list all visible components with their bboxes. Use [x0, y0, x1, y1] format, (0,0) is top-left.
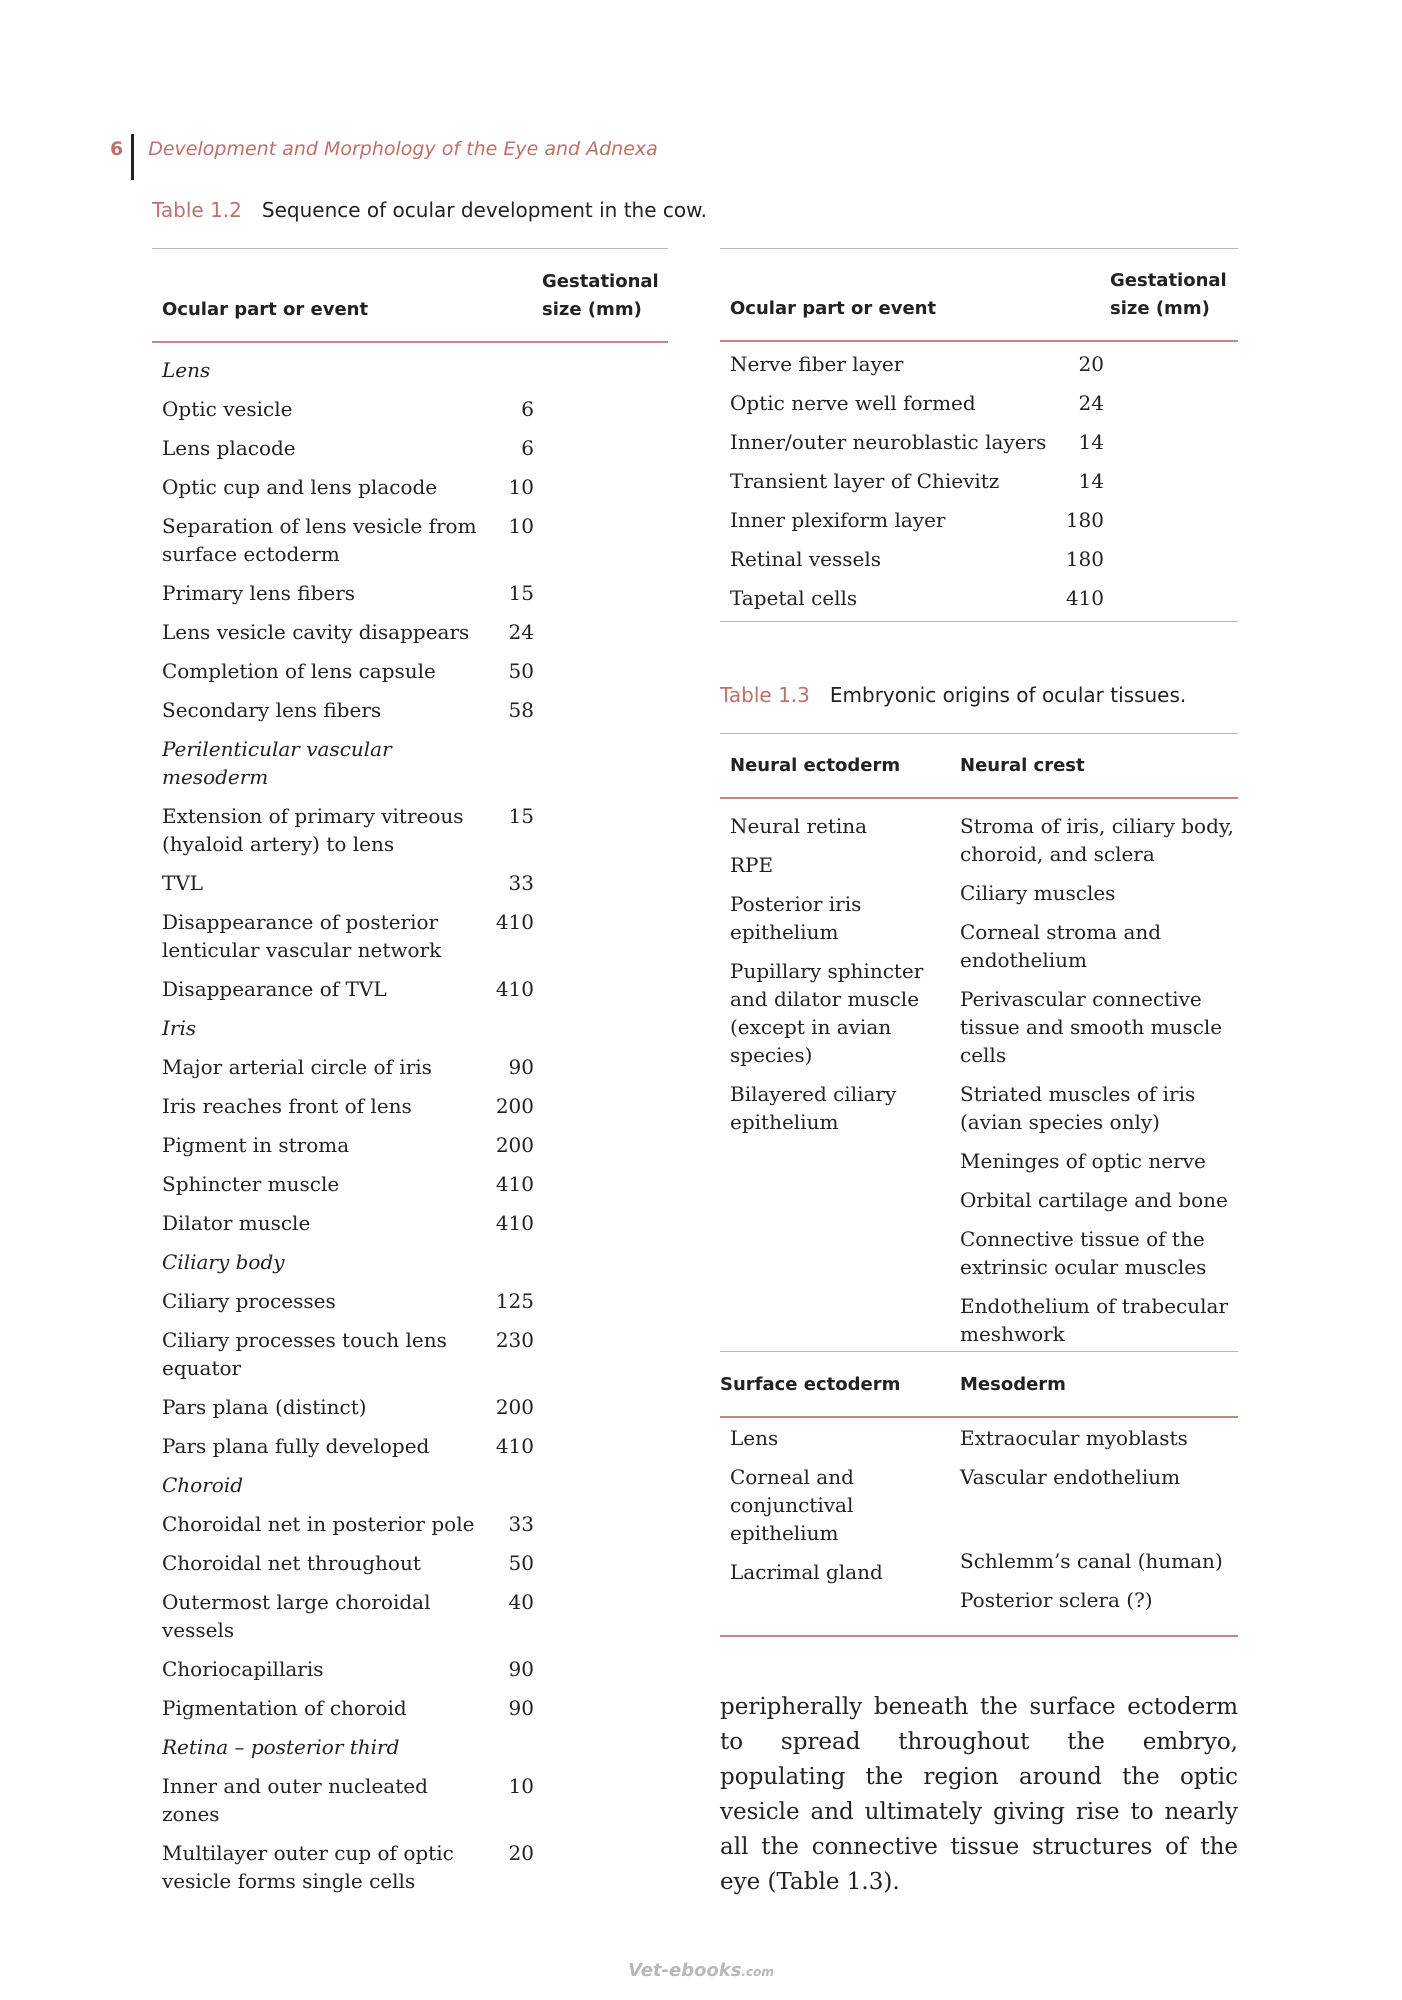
- size-cell: 410: [495, 1211, 534, 1235]
- table-row: [162, 802, 582, 858]
- size-cell: 20: [508, 1841, 534, 1865]
- size-cell: [480, 1014, 534, 1042]
- event-cell: Disappearance of TVL: [162, 977, 387, 1001]
- event-cell: Outermost large choroidal vessels: [162, 1590, 431, 1642]
- event-cell: Ciliary body: [162, 1250, 285, 1274]
- size-cell: 50: [508, 659, 534, 683]
- header-divider: [131, 134, 134, 180]
- table-row: [162, 1326, 582, 1382]
- size-cell: 10: [508, 475, 534, 499]
- table-top-rule: [720, 733, 1238, 734]
- table-row: [162, 1510, 582, 1538]
- table-row: [162, 395, 582, 423]
- column-header-surface-ectoderm: Surface ectoderm: [720, 1374, 901, 1395]
- size-cell: 24: [1078, 391, 1104, 415]
- table-row: [162, 696, 582, 724]
- event-cell: TVL: [162, 871, 204, 895]
- table-header-rule: [720, 797, 1238, 799]
- size-cell: [480, 356, 534, 384]
- table-row: [162, 1432, 582, 1460]
- event-cell: Ciliary processes touch lens equator: [162, 1328, 447, 1380]
- table-row: [162, 473, 582, 501]
- table-row: [162, 869, 582, 897]
- tissue-item: Pupillary sphincter and dilator muscle (except in avian species): [730, 959, 924, 1067]
- event-cell: Primary lens fibers: [162, 581, 356, 605]
- table-1-2-caption: [152, 198, 707, 222]
- tissue-item: Endothelium of trabecular meshwork: [960, 1294, 1228, 1346]
- tissue-item: RPE: [730, 853, 774, 877]
- tissue-item: Connective tissue of the extrinsic ocular muscles: [960, 1227, 1207, 1279]
- size-cell: 15: [508, 581, 534, 605]
- tissue-item: Posterior iris epithelium: [730, 892, 862, 944]
- table-1-3-caption: [720, 683, 1186, 707]
- tissue-item: Perivascular connective tissue and smooth muscle cells: [960, 987, 1223, 1067]
- mesoderm-list: [960, 1424, 1238, 1625]
- table-row: [162, 1393, 582, 1421]
- tissue-item: Lens: [730, 1426, 779, 1450]
- caption-text: Sequence of ocular development in the cow.: [261, 198, 708, 222]
- size-cell: 230: [495, 1328, 534, 1352]
- tissue-item: Schlemm’s canal (human): [960, 1549, 1223, 1573]
- event-cell: Inner plexiform layer: [730, 508, 946, 532]
- table-row: [162, 1694, 582, 1722]
- table-row: [162, 512, 582, 568]
- event-cell: Dilator muscle: [162, 1211, 311, 1235]
- body-paragraph: peripherally beneath the surface ectoderm to spread throughout the embryo, populating the region around the optic vesicle and ultimately giving rise to nearly all the connective tissue structures of the eye (Table 1.3).: [720, 1694, 1238, 1895]
- table-bottom-rule-right: [720, 621, 1238, 622]
- tissue-item: Ciliary muscles: [960, 881, 1116, 905]
- tissue-item: Stroma of iris, ciliary body, choroid, and sclera: [960, 814, 1234, 866]
- table-row: [730, 389, 1148, 417]
- table-row: [730, 467, 1148, 495]
- tissue-item: Vascular endothelium: [960, 1465, 1181, 1489]
- event-cell: Nerve fiber layer: [730, 352, 904, 376]
- table-section-heading: [162, 1014, 582, 1042]
- watermark: [0, 1960, 1402, 1981]
- table-label: Table 1.2: [152, 198, 242, 222]
- table-row: [730, 584, 1148, 612]
- tissue-item: Corneal and conjunctival epithelium: [730, 1465, 854, 1545]
- size-cell: [480, 1471, 534, 1499]
- event-cell: Optic nerve well formed: [730, 391, 976, 415]
- event-cell: Transient layer of Chievitz: [730, 469, 1000, 493]
- tissue-item: Corneal stroma and endothelium: [960, 920, 1162, 972]
- event-cell: Lens placode: [162, 436, 296, 460]
- table-row: [162, 1287, 582, 1315]
- size-cell: 6: [521, 397, 534, 421]
- event-cell: Inner/outer neuroblastic layers: [730, 430, 1047, 454]
- tissue-item: Neural retina: [730, 814, 868, 838]
- size-cell: 10: [508, 514, 534, 538]
- table-label: Table 1.3: [720, 683, 810, 707]
- table-section-heading: [162, 1248, 582, 1276]
- size-cell: 58: [508, 698, 534, 722]
- table-row: [162, 1131, 582, 1159]
- table-section-heading: [162, 1733, 582, 1761]
- page-number: 6: [110, 138, 124, 160]
- size-cell: 125: [495, 1289, 534, 1313]
- event-cell: Major arterial circle of iris: [162, 1055, 432, 1079]
- size-cell: 33: [508, 871, 534, 895]
- size-cell: 20: [1078, 352, 1104, 376]
- table-row: [162, 434, 582, 462]
- column-header-size: Gestational size (mm): [542, 271, 659, 320]
- size-cell: [480, 735, 534, 791]
- table-section-heading: [162, 356, 582, 384]
- table-row: [162, 1588, 582, 1644]
- event-cell: Completion of lens capsule: [162, 659, 436, 683]
- table-top-rule: [152, 248, 668, 249]
- event-cell: Tapetal cells: [730, 586, 858, 610]
- watermark-main: Vet-ebooks: [628, 1960, 742, 1981]
- table-1-2-left-body: [162, 356, 582, 1906]
- table-row: [730, 545, 1148, 573]
- event-cell: Retinal vessels: [730, 547, 882, 571]
- size-cell: 410: [495, 1172, 534, 1196]
- event-cell: Retina – posterior third: [162, 1735, 400, 1759]
- event-cell: Perilenticular vascular mesoderm: [162, 737, 392, 789]
- event-cell: Choroidal net in posterior pole: [162, 1512, 475, 1536]
- size-cell: 410: [495, 1434, 534, 1458]
- event-cell: Sphincter muscle: [162, 1172, 340, 1196]
- size-cell: 410: [1065, 586, 1104, 610]
- table-top-rule-right: [720, 248, 1238, 249]
- table-bottom-rule: [720, 1635, 1238, 1637]
- table-row: [730, 506, 1148, 534]
- event-cell: Choriocapillaris: [162, 1657, 324, 1681]
- tissue-item: Bilayered ciliary epithelium: [730, 1082, 897, 1134]
- table-row: [162, 1092, 582, 1120]
- table-row: [162, 1170, 582, 1198]
- column-header-event-right: Ocular part or event: [730, 298, 937, 319]
- column-header-neural-crest: Neural crest: [960, 755, 1085, 776]
- event-cell: Lens: [162, 358, 211, 382]
- tissue-item: Striated muscles of iris (avian species only): [960, 1082, 1196, 1134]
- table-row: [730, 350, 1148, 378]
- column-header-size-right: Gestational size (mm): [1110, 270, 1227, 319]
- size-cell: 90: [508, 1657, 534, 1681]
- size-cell: 180: [1065, 547, 1104, 571]
- size-cell: 14: [1078, 430, 1104, 454]
- table-row: [162, 1209, 582, 1237]
- event-cell: Optic cup and lens placode: [162, 475, 438, 499]
- neural-ectoderm-list: [730, 812, 930, 1147]
- event-cell: Multilayer outer cup of optic vesicle forms single cells: [162, 1841, 454, 1893]
- table-header-rule: [152, 341, 668, 343]
- column-header-neural-ectoderm: Neural ectoderm: [730, 755, 901, 776]
- tissue-item: Orbital cartilage and bone: [960, 1188, 1228, 1212]
- table-row: [162, 1839, 582, 1895]
- event-cell: Disappearance of posterior lenticular vascular network: [162, 910, 442, 962]
- table-row: [162, 908, 582, 964]
- neural-crest-list: [960, 812, 1238, 1359]
- event-cell: Extension of primary vitreous (hyaloid artery) to lens: [162, 804, 464, 856]
- event-cell: Iris: [162, 1016, 197, 1040]
- event-cell: Secondary lens fibers: [162, 698, 382, 722]
- size-cell: 180: [1065, 508, 1104, 532]
- size-cell: 200: [495, 1133, 534, 1157]
- event-cell: Ciliary processes: [162, 1289, 336, 1313]
- table-row: [162, 1053, 582, 1081]
- size-cell: 410: [495, 977, 534, 1001]
- table-1-2-right-body: [730, 350, 1148, 623]
- table-row: [162, 579, 582, 607]
- block-divider-rule: [720, 1351, 1238, 1352]
- table-row: [162, 1655, 582, 1683]
- running-title: Development and Morphology of the Eye and Adnexa: [148, 138, 658, 160]
- surface-ectoderm-list: [730, 1424, 930, 1597]
- event-cell: Pigment in stroma: [162, 1133, 350, 1157]
- column-header-mesoderm: Mesoderm: [960, 1374, 1066, 1395]
- table-row: [162, 618, 582, 646]
- watermark-suffix: .com: [741, 1965, 774, 1979]
- tissue-item: Meninges of optic nerve: [960, 1149, 1206, 1173]
- running-header: [110, 134, 658, 180]
- size-cell: 410: [495, 910, 534, 934]
- table-header-rule-right: [720, 340, 1238, 342]
- table-section-heading: [162, 1471, 582, 1499]
- size-cell: 10: [508, 1774, 534, 1798]
- size-cell: 90: [508, 1055, 534, 1079]
- event-cell: Optic vesicle: [162, 397, 293, 421]
- size-cell: 14: [1078, 469, 1104, 493]
- column-header-event: Ocular part or event: [162, 299, 369, 320]
- caption-text: Embryonic origins of ocular tissues.: [829, 683, 1187, 707]
- event-cell: Choroid: [162, 1473, 244, 1497]
- size-cell: 90: [508, 1696, 534, 1720]
- table-row: [162, 657, 582, 685]
- event-cell: Separation of lens vesicle from surface ectoderm: [162, 514, 477, 566]
- size-cell: 33: [508, 1512, 534, 1536]
- table-header-rule: [720, 1416, 1238, 1418]
- table-row: [730, 428, 1148, 456]
- event-cell: Pars plana fully developed: [162, 1434, 430, 1458]
- event-cell: Pigmentation of choroid: [162, 1696, 407, 1720]
- size-cell: 200: [495, 1395, 534, 1419]
- size-cell: 50: [508, 1551, 534, 1575]
- table-row: [162, 1772, 582, 1828]
- tissue-item: Lacrimal gland: [730, 1560, 883, 1584]
- tissue-item: Extraocular myoblasts: [960, 1426, 1188, 1450]
- event-cell: Lens vesicle cavity disappears: [162, 620, 470, 644]
- size-cell: 24: [508, 620, 534, 644]
- table-section-heading: [162, 735, 582, 791]
- event-cell: Choroidal net throughout: [162, 1551, 421, 1575]
- table-row: [162, 975, 582, 1003]
- size-cell: [480, 1733, 534, 1761]
- size-cell: 6: [521, 436, 534, 460]
- size-cell: 15: [508, 804, 534, 828]
- tissue-item: Posterior sclera (?): [960, 1588, 1153, 1612]
- event-cell: Iris reaches front of lens: [162, 1094, 412, 1118]
- size-cell: 40: [508, 1590, 534, 1614]
- event-cell: Inner and outer nucleated zones: [162, 1774, 428, 1826]
- size-cell: 200: [495, 1094, 534, 1118]
- table-row: [162, 1549, 582, 1577]
- size-cell: [480, 1248, 534, 1276]
- event-cell: Pars plana (distinct): [162, 1395, 367, 1419]
